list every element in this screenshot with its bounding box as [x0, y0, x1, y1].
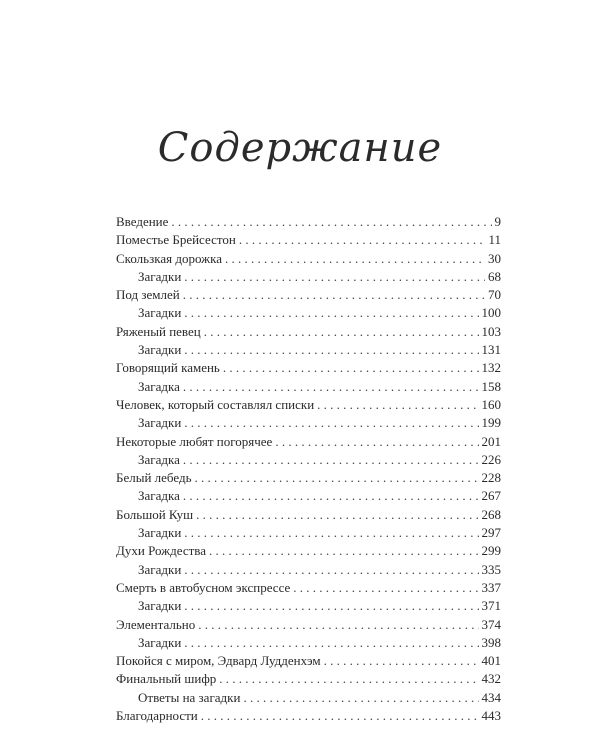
toc-subentry — [116, 415, 501, 433]
toc-entry-label: Загадка — [138, 378, 180, 394]
toc-subentry — [116, 635, 501, 653]
toc-entry — [116, 324, 501, 342]
toc-page-number: 160 — [481, 396, 501, 412]
toc-page-number: 299 — [481, 543, 501, 559]
toc-entry — [116, 232, 501, 250]
dot-leader — [195, 470, 479, 486]
toc-entry-label: Ряженый певец — [116, 323, 201, 339]
dot-leader — [184, 305, 478, 321]
toc-page-number: 131 — [481, 342, 501, 358]
toc-entry — [116, 507, 501, 525]
toc-entry-label: Духи Рождества — [116, 543, 207, 559]
page-title: Содержание — [157, 125, 443, 171]
toc-entry-label: Человек, который составлял списки — [116, 396, 315, 412]
toc-entry — [116, 397, 501, 415]
dot-leader — [324, 653, 479, 669]
toc-entry-label: Смерть в автобусном экспрессе — [116, 579, 291, 595]
toc-page-number: 297 — [481, 525, 501, 541]
dot-leader — [184, 635, 478, 651]
dot-leader — [184, 269, 485, 285]
toc-entry-label: Элементально — [116, 616, 196, 632]
toc-page-number: 100 — [481, 305, 501, 321]
dot-leader — [196, 507, 478, 523]
dot-leader — [317, 397, 478, 413]
toc-subentry — [116, 379, 501, 397]
toc-entry — [116, 671, 501, 689]
toc-subentry — [116, 598, 501, 616]
toc-subentry — [116, 342, 501, 360]
toc-entry-label: Загадки — [138, 415, 182, 431]
toc-entry-label: Некоторые любят погорячее — [116, 433, 273, 449]
dot-leader — [225, 251, 485, 267]
toc-subentry — [116, 525, 501, 543]
dot-leader — [198, 617, 478, 633]
dot-leader — [275, 434, 478, 450]
toc-page-number: 268 — [481, 506, 501, 522]
toc-page-number: 70 — [488, 287, 501, 303]
toc-page-number: 267 — [481, 488, 501, 504]
toc-entry-label: Скользкая дорожка — [116, 250, 222, 266]
toc-page-number: 401 — [481, 653, 501, 669]
toc-entry — [116, 360, 501, 378]
dot-leader — [243, 690, 478, 706]
toc-entry — [116, 287, 501, 305]
toc-entry — [116, 543, 501, 561]
toc-entry-label: Загадки — [138, 268, 182, 284]
toc-subentry — [116, 488, 501, 506]
dot-leader — [223, 360, 479, 376]
toc-entry-label: Загадки — [138, 342, 182, 358]
table-of-contents — [116, 214, 501, 726]
toc-subentry — [116, 690, 501, 708]
toc-page-number: 337 — [481, 579, 501, 595]
toc-subentry — [116, 269, 501, 287]
toc-page-number: 199 — [481, 415, 501, 431]
dot-leader — [239, 232, 486, 248]
toc-page-number: 68 — [488, 268, 501, 284]
toc-page-number: 228 — [481, 470, 501, 486]
toc-page-number: 30 — [488, 250, 501, 266]
toc-page-number: 398 — [481, 634, 501, 650]
toc-entry-label: Введение — [116, 214, 169, 229]
toc-entry — [116, 708, 501, 726]
dot-leader — [183, 287, 485, 303]
dot-leader — [183, 488, 479, 504]
toc-entry — [116, 580, 501, 598]
toc-subentry — [116, 305, 501, 323]
dot-leader — [184, 598, 478, 614]
toc-page-number: 443 — [481, 708, 501, 724]
toc-entry — [116, 214, 501, 232]
toc-page-number: 201 — [481, 433, 501, 449]
toc-entry-label: Загадки — [138, 525, 182, 541]
dot-leader — [184, 562, 478, 578]
dot-leader — [184, 342, 478, 358]
dot-leader — [183, 452, 479, 468]
dot-leader — [219, 671, 478, 687]
toc-entry — [116, 434, 501, 452]
toc-entry-label: Говорящий камень — [116, 360, 220, 376]
toc-page-number: 434 — [481, 689, 501, 705]
toc-page-number: 335 — [481, 561, 501, 577]
toc-entry-label: Под землей — [116, 287, 180, 303]
toc-entry-label: Загадки — [138, 634, 182, 650]
toc-page-number: 11 — [488, 232, 501, 248]
toc-page-number: 9 — [494, 214, 501, 229]
toc-entry-label: Ответы на загадки — [138, 689, 241, 705]
toc-page-number: 158 — [481, 378, 501, 394]
toc-page-number: 371 — [481, 598, 501, 614]
toc-entry-label: Финальный шифр — [116, 671, 217, 687]
toc-page-number: 226 — [481, 451, 501, 467]
toc-page-number: 132 — [481, 360, 501, 376]
toc-subentry — [116, 452, 501, 470]
toc-entry-label: Благодарности — [116, 708, 198, 724]
dot-leader — [201, 708, 479, 724]
toc-entry-label: Загадка — [138, 488, 180, 504]
toc-entry-label: Загадка — [138, 451, 180, 467]
toc-entry-label: Большой Куш — [116, 506, 194, 522]
toc-entry-label: Белый лебедь — [116, 470, 192, 486]
dot-leader — [184, 525, 478, 541]
dot-leader — [184, 415, 478, 431]
dot-leader — [171, 214, 491, 230]
toc-entry-label: Поместье Брейсестон — [116, 232, 236, 248]
toc-entry — [116, 617, 501, 635]
toc-entry — [116, 251, 501, 269]
toc-page-number: 432 — [481, 671, 501, 687]
dot-leader — [293, 580, 478, 596]
dot-leader — [183, 379, 479, 395]
toc-entry-label: Покойся с миром, Эдвард Лудденхэм — [116, 653, 321, 669]
toc-entry-label: Загадки — [138, 598, 182, 614]
toc-subentry — [116, 562, 501, 580]
toc-page-number: 103 — [481, 323, 501, 339]
toc-entry — [116, 653, 501, 671]
dot-leader — [209, 543, 478, 559]
toc-page-number: 374 — [481, 616, 501, 632]
toc-entry-label: Загадки — [138, 305, 182, 321]
toc-entry-label: Загадки — [138, 561, 182, 577]
toc-entry — [116, 470, 501, 488]
dot-leader — [204, 324, 479, 340]
